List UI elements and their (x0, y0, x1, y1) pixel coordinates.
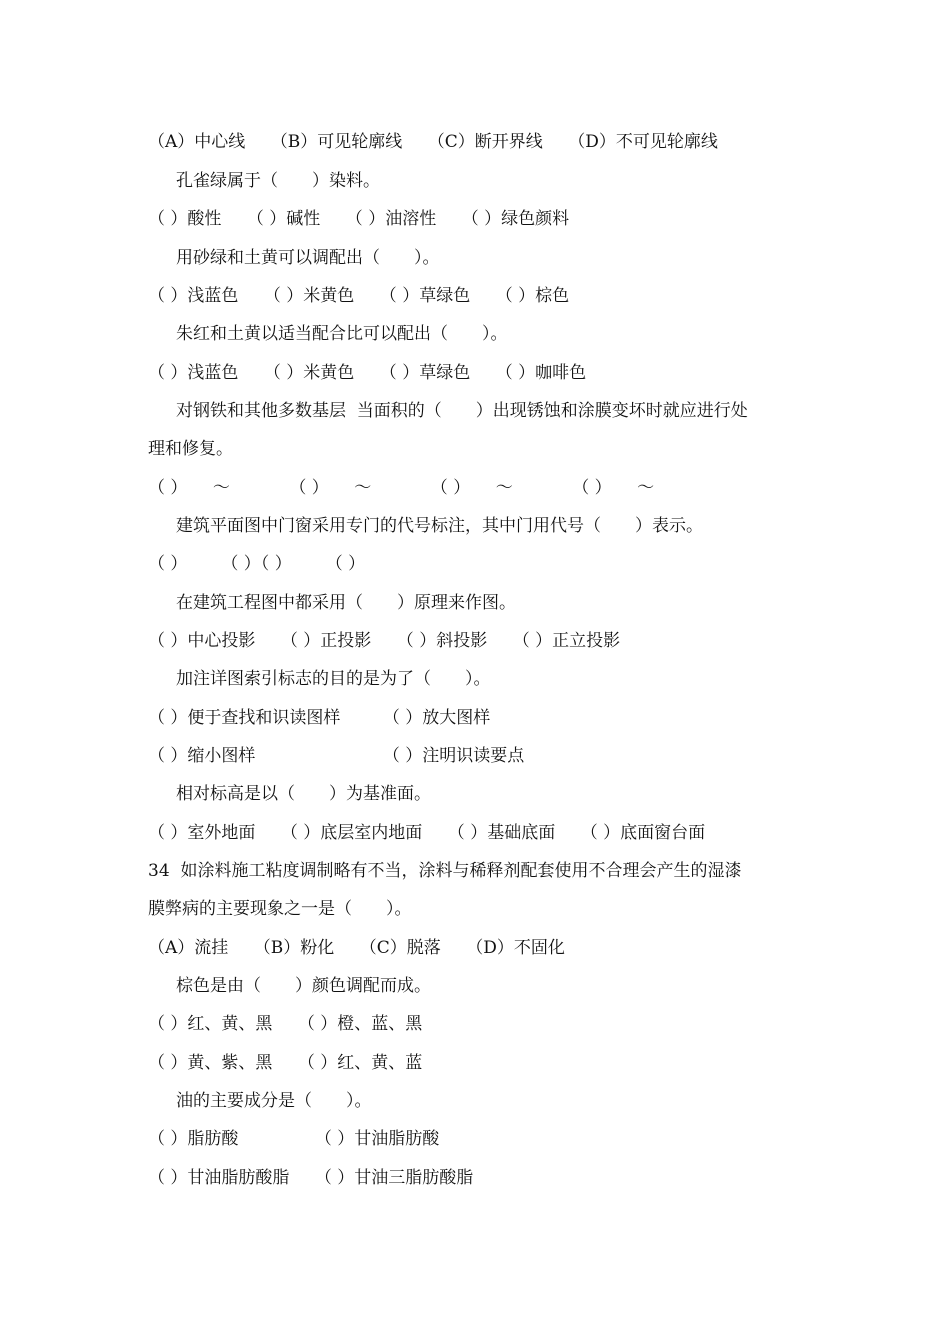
question-line: 在建筑工程图中都采用（ ）原理来作图。 (176, 593, 516, 613)
options-line: （ ）浅蓝色 （ ）米黄色 （ ）草绿色 （ ）棕色 (148, 286, 570, 306)
question-line: 34 如涂料施工粘度调制略有不当，涂料与稀释剂配套使用不合理会产生的湿漆 (148, 861, 742, 881)
question-line: 对钢铁和其他多数基层 当面积的（ ）出现锈蚀和涂膜变坏时就应进行处 (176, 401, 748, 421)
options-line: （ ）脂肪酸 （ ）甘油脂肪酸 (148, 1129, 440, 1149)
options-line: （ ）室外地面 （ ）底层室内地面 （ ）基础底面 （ ）底面窗台面 (148, 823, 706, 843)
options-line: （A）流挂 （B）粉化 （C）脱落 （D）不固化 (148, 938, 565, 958)
question-line: 油的主要成分是（ ）。 (176, 1091, 372, 1111)
options-line: （ ）酸性 （ ）碱性 （ ）油溶性 （ ）绿色颜料 (148, 209, 570, 229)
options-line: （ ） ～ （ ） ～ （ ） ～ （ ） ～ (148, 478, 655, 498)
question-line: 建筑平面图中门窗采用专门的代号标注，其中门用代号（ ）表示。 (176, 516, 703, 536)
question-line: 棕色是由（ ）颜色调配而成。 (176, 976, 431, 996)
question-line: 加注详图索引标志的目的是为了（ ）。 (176, 669, 491, 689)
options-line: （ ）甘油脂肪酸脂 （ ）甘油三脂肪酸脂 (148, 1168, 474, 1188)
question-line: 孔雀绿属于（ ）染料。 (176, 171, 380, 191)
options-line: （ ）浅蓝色 （ ）米黄色 （ ）草绿色 （ ）咖啡色 (148, 363, 587, 383)
options-line: （ ）中心投影 （ ）正投影 （ ）斜投影 （ ）正立投影 (148, 631, 621, 651)
question-line: 用砂绿和土黄可以调配出（ ）。 (176, 248, 440, 268)
options-line: （A）中心线 （B）可见轮廓线 （C）断开界线 （D）不可见轮廓线 (148, 132, 718, 152)
options-line: （ ） （ ）（ ） （ ） (148, 554, 366, 574)
options-line: （ ）便于查找和识读图样 （ ）放大图样 (148, 708, 491, 728)
question-continuation: 膜弊病的主要现象之一是（ ）。 (148, 899, 412, 919)
options-line: （ ）红、黄、黑 （ ）橙、蓝、黑 (148, 1014, 423, 1034)
options-line: （ ）缩小图样 （ ）注明识读要点 (148, 746, 525, 766)
question-line: 朱红和土黄以适当配合比可以配出（ ）。 (176, 324, 508, 344)
options-line: （ ）黄、紫、黑 （ ）红、黄、蓝 (148, 1053, 423, 1073)
question-continuation: 理和修复。 (148, 439, 233, 459)
question-line: 相对标高是以（ ）为基准面。 (176, 784, 431, 804)
